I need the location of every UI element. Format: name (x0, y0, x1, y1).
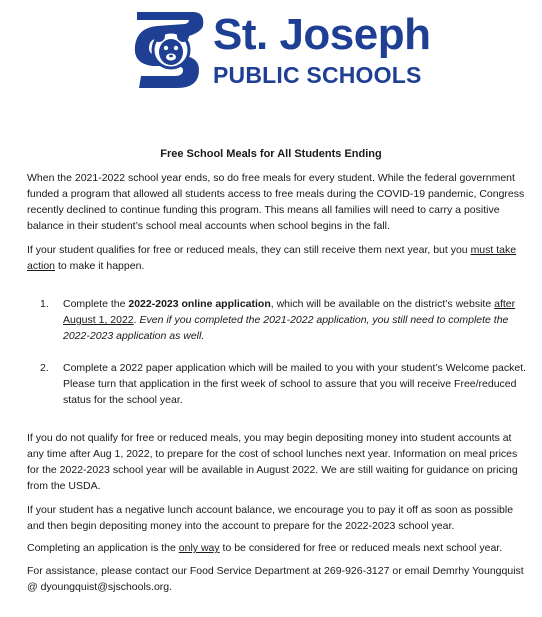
qualify-paragraph (27, 242, 527, 274)
only-way-text-end: to be considered for free or reduced meals next school year. (219, 542, 503, 554)
only-way-text: Completing an application is the (27, 542, 179, 554)
not-qualify-paragraph: If you do not qualify for free or reduced meals, you may begin depositing money into student accounts at any time after Aug 1, 2022, to prepare for the cost of school lunches next year. Information on meal prices for the 2022-2023 school year will be available in August 2022. We are still waiting for guidance on pricing from the USDA. (27, 432, 518, 492)
step-text: Complete the (63, 298, 129, 310)
online-application-text: 2022-2023 online application (128, 298, 271, 310)
list-item-body: Complete a 2022 paper application which will be mailed to you with your student’s Welcome packet. Please turn that application in the first week of school to assure that you will receive Free/reduced status for the school year. (63, 362, 527, 406)
page-title: Free School Meals for All Students Ending (160, 148, 382, 160)
logo-subtitle: PUBLIC SCHOOLS (213, 62, 422, 88)
list-item-body (63, 296, 528, 344)
step-italic-note: Even if you completed the 2021-2022 application, you still need to complete the 2022-2023 application as well. (63, 314, 509, 342)
qualify-text-end: to make it happen. (55, 260, 145, 272)
sj-bear-mascot-icon (129, 6, 213, 94)
after-date-text: after August 1, 2022 (63, 298, 516, 326)
intro-paragraph: When the 2021-2022 school year ends, so do free meals for every student. While the federal government funded a program that allowed all students access to free meals during the COVID-19 pandemic, Congress recently declined to continue funding this program. This means all families will need to carry a positive balance in their student’s school meal accounts when school begins in the fall. (27, 172, 525, 232)
must-take-action-text: must take action (27, 244, 517, 272)
only-way-underlined: only way (178, 542, 220, 554)
step-text-period: . (133, 314, 140, 326)
step-text-middle: , which will be available on the district’s website (270, 298, 495, 310)
assistance-paragraph: For assistance, please contact our Food Service Department at 269-926-3127 or email Demrhy Youngquist @ dyoungquist@sjschools.org. (27, 565, 524, 593)
logo-name: St. Joseph (213, 10, 431, 59)
list-number: 2. (40, 362, 49, 374)
qualify-text: If your student qualifies for free or reduced meals, they can still receive them next year, but you (27, 244, 471, 256)
only-way-paragraph (27, 540, 527, 556)
list-number: 1. (40, 298, 49, 310)
negative-balance-paragraph: If your student has a negative lunch account balance, we encourage you to pay it off as soon as possible and then begin depositing money into the account to prepare for the 2022-2023 school year. (27, 504, 514, 532)
logo (129, 6, 429, 98)
